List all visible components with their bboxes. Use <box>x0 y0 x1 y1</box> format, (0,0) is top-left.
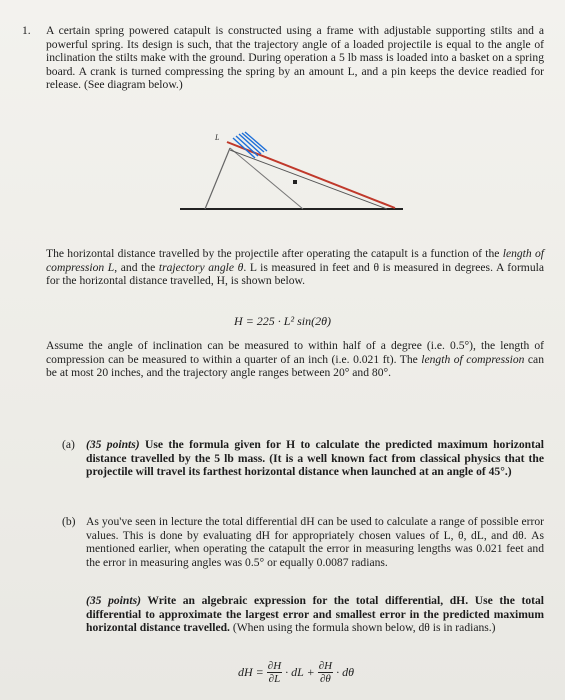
catapult-diagram <box>175 128 405 218</box>
total-differential-formula: dH = $\frac{\partial H}{\partial L}$ · dL + $\frac{\partial H}{\partial\theta}$ · dθ <box>238 660 355 685</box>
part-a-text: (35 points) Use the formula given for H to calculate the predicted maximum horizontal distance travelled by the 5 lb mass. (It is a well known fact from classical physics that the projectile will travel its farthest horizontal distance when launched at an angle of 45°.) <box>86 438 544 479</box>
problem-number: 1. <box>22 24 31 37</box>
spring <box>233 132 267 158</box>
frame-rail-top <box>227 142 395 208</box>
part-b-label: (b) <box>62 515 76 528</box>
front-stilt <box>205 148 230 209</box>
frame-rail-bottom <box>230 150 387 209</box>
part-b-task: (35 points) Write an algebraic expression for the total differential, dH. Use the total differential to approximate the largest error and smallest error in the predicted maximum horizontal distance travelled. (When using the formula shown below, dθ is in radians.) <box>86 594 544 635</box>
assumptions-paragraph: Assume the angle of inclination can be measured to within half of a degree (i.e. 0.5°), the length of compression can be measured to within a quarter of an inch (i.e. 0.021 ft). The length of compression can be at most 20 inches, and the trajectory angle ranges between 20° and 80°. <box>46 339 544 380</box>
basket-marker <box>293 180 297 184</box>
formula-intro: The horizontal distance travelled by the projectile after operating the catapult is a function of the length of compression L, and the trajectory angle θ. L is measured in feet and θ is measured in degrees. A formula for the horizontal distance travelled, H, is shown below. <box>46 247 544 288</box>
problem-intro: A certain spring powered catapult is constructed using a frame with adjustable supporting stilts and a powerful spring. Its design is such, that the trajectory angle of a loaded projectile is equal to the angle of inclination the stilts make with the ground. During operation a 5 lb mass is loaded into a basket on a spring board. A crank is turned compressing the spring by an amount L, and a pin keeps the device readied for release. (See diagram below.) <box>46 24 544 92</box>
diagram-label-L: L <box>215 133 220 142</box>
distance-formula: H = 225 · L² sin(2θ) <box>234 314 331 328</box>
part-b-text: As you've seen in lecture the total differential dH can be used to calculate a range of possible error values. This is done by evaluating dH for appropriately chosen values of L, θ, dL, and dθ. As mentioned earlier, when operating the catapult the error in measuring lengths was 0.021 feet and the error in measuring angles was 0.5° or equally 0.0087 radians. <box>86 515 544 569</box>
part-a-label: (a) <box>62 438 75 451</box>
